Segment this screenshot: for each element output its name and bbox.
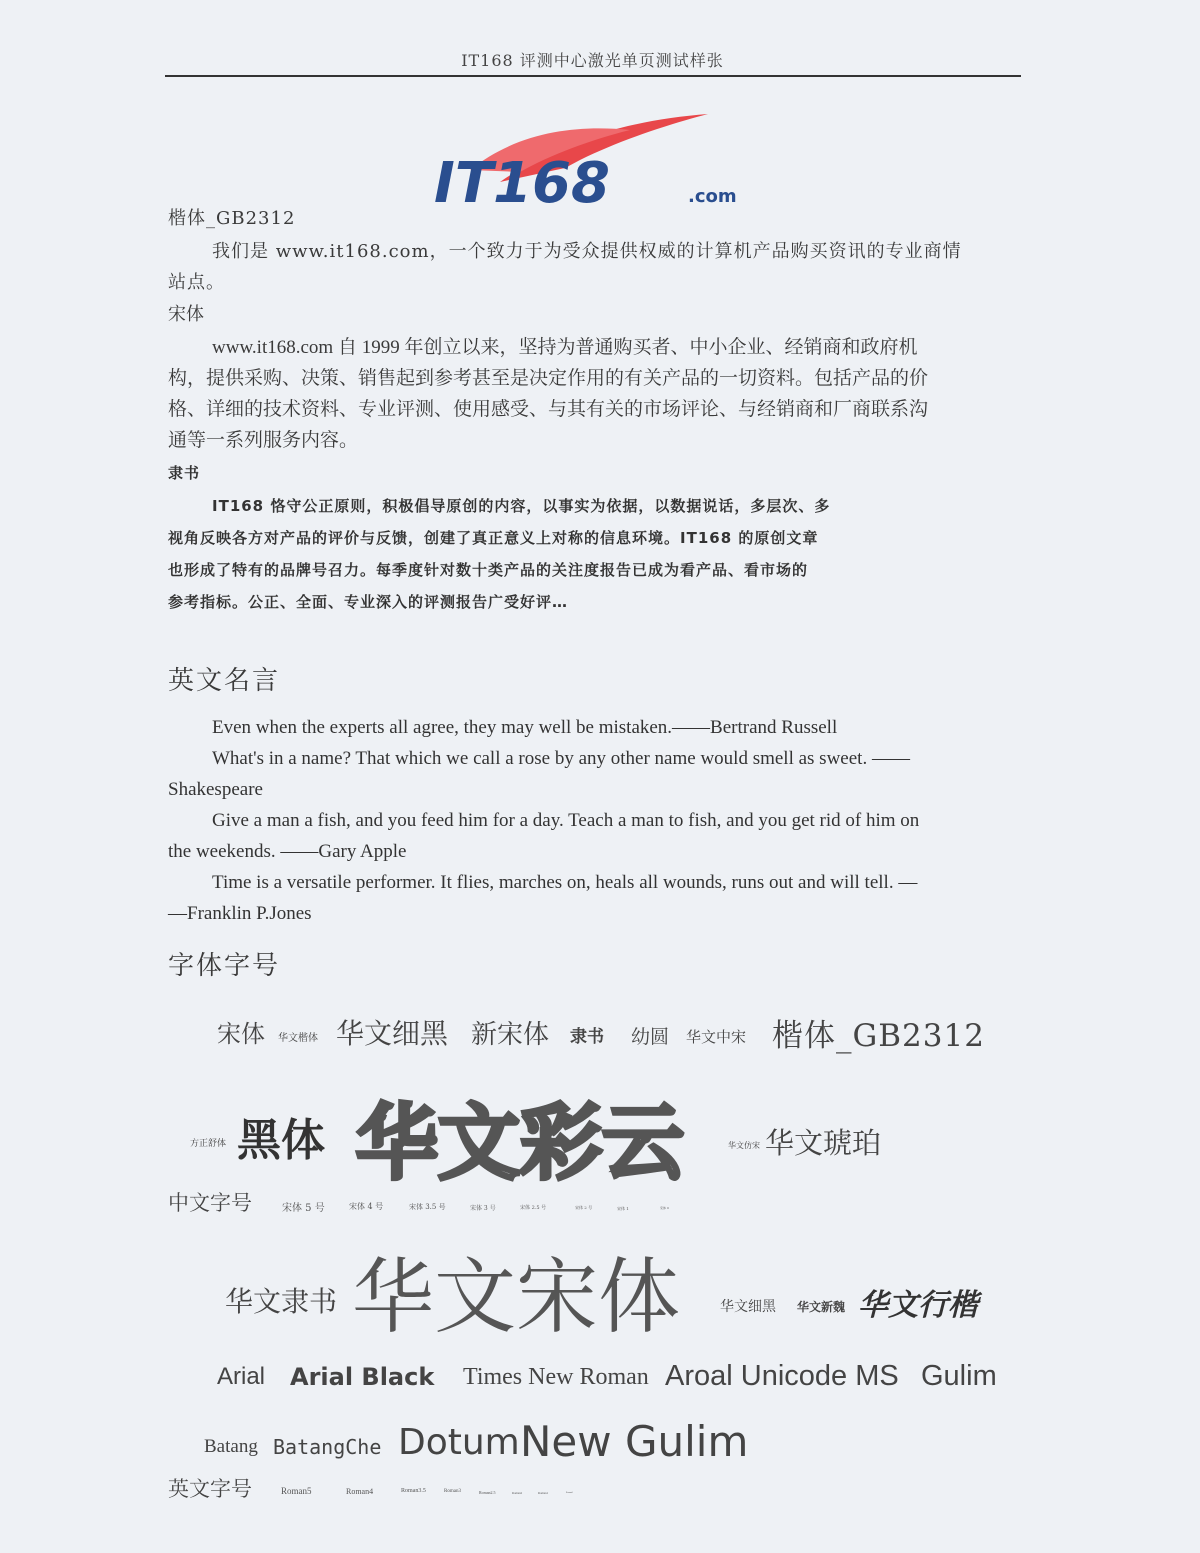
- font-sample-huawen-xihei-small: 华文细黑: [720, 1299, 776, 1315]
- cn-size-sample: 宋体 3.5 号: [409, 1203, 446, 1211]
- font-sample-huawen-xingkai: 华文行楷: [858, 1288, 978, 1323]
- lishu-line-3: 也形成了特有的品牌号召力。每季度针对数十类产品的关注度报告已成为看产品、看市场的: [168, 561, 809, 579]
- en-size-sample: Roman1: [538, 1491, 549, 1495]
- songti-line-4: 通等一系列服务内容。: [168, 430, 359, 451]
- cn-size-sample: 宋体 5 号: [282, 1203, 325, 1214]
- font-sample-huawen-kaiti: 华文楷体: [278, 1033, 318, 1044]
- font-sample-huawen-zhongsong: 华文中宋: [686, 1028, 747, 1046]
- lishu-line-1: IT168 恪守公正原则，积极倡导原创的内容，以事实为依据，以数据说话，多层次、多: [212, 497, 831, 515]
- it168-logo: [430, 110, 760, 210]
- quote-line-4: Give a man a fish, and you feed him for a day. Teach a man to fish, and you get rid of him on: [212, 810, 920, 831]
- logo-suffix: .com: [688, 186, 737, 207]
- cn-size-sample: 宋体 3 号: [470, 1205, 496, 1212]
- font-sample-heiti: 黑体: [237, 1115, 325, 1166]
- lishu-line-2: 视角反映各方对产品的评价与反馈，创建了真正意义上对称的信息环境。IT168 的原创文章: [168, 529, 819, 547]
- font-sample-batang: Batang: [204, 1436, 258, 1457]
- lishu-label: 隶书: [168, 464, 201, 482]
- font-sample-huawen-fangsong: 华文仿宋: [728, 1141, 760, 1150]
- songti-line-2: 构，提供采购、决策、销售起到参考甚至是决定作用的有关产品的一切资料。包括产品的价: [168, 368, 929, 389]
- cn-size-sample: 宋体 2 号: [575, 1205, 593, 1210]
- font-sample-dotum: Dotum: [398, 1422, 520, 1463]
- it168-logo-graphic: [430, 110, 760, 210]
- songti-line-1: www.it168.com 自 1999 年创立以来，坚持为普通购买者、中小企业、经销商和政府机: [212, 337, 918, 358]
- songti-paragraph: [168, 332, 1018, 456]
- en-size-sample: Roman3.5: [401, 1488, 426, 1494]
- en-size-sample: Roman5: [281, 1486, 312, 1496]
- font-sample-songti: 宋体: [217, 1020, 265, 1048]
- font-sample-xin-songti: 新宋体: [471, 1020, 550, 1050]
- cn-size-sample: 宋体 0: [660, 1206, 669, 1210]
- font-sample-gulim: Gulim: [921, 1360, 997, 1392]
- quote-line-6: Time is a versatile performer. It flies, marches on, heals all wounds, runs out and will tell. —: [212, 872, 918, 893]
- cn-sizes-label: 中文字号: [168, 1191, 252, 1215]
- font-sample-arial-black: Arial Black: [290, 1363, 435, 1391]
- font-sample-huawen-songti: 华文宋体: [352, 1250, 681, 1345]
- cn-size-sample: 宋体 4 号: [349, 1202, 384, 1211]
- font-sample-fangzheng-shuti: 方正舒体: [190, 1139, 227, 1149]
- en-size-sample: Roman3: [444, 1489, 461, 1494]
- en-size-sample: Roman2.5: [479, 1490, 496, 1495]
- font-sample-batangche: BatangChe: [273, 1435, 382, 1459]
- en-size-sample: Roman4: [346, 1487, 374, 1496]
- font-sample-youyuan: 幼圆: [631, 1026, 670, 1048]
- fonts-heading: 字体字号: [168, 951, 281, 981]
- lishu-paragraph: [168, 490, 1018, 618]
- font-sample-arial: Arial: [217, 1363, 266, 1390]
- en-size-sample: Roman2: [512, 1491, 523, 1495]
- en-sizes-label: 英文字号: [168, 1477, 252, 1501]
- font-sample-times-new-roman: Times New Roman: [463, 1364, 649, 1390]
- songti-line-3: 格、详细的技术资料、专业评测、使用感受、与其有关的市场评论、与经销商和厂商联系沟: [168, 399, 929, 420]
- font-sample-kaiti-gb2312: 楷体_GB2312: [772, 1018, 985, 1054]
- quote-line-7: —Franklin P.Jones: [168, 903, 312, 924]
- quote-line-1: Even when the experts all agree, they may well be mistaken.——Bertrand Russell: [212, 717, 838, 738]
- cn-size-sample: 宋体 1: [617, 1206, 629, 1211]
- cn-size-sample: 宋体 2.5 号: [520, 1205, 547, 1211]
- font-sample-huawen-hupo: 华文琥珀: [765, 1126, 882, 1160]
- font-sample-huawen-xihei: 华文细黑: [336, 1017, 449, 1050]
- header-divider: [165, 75, 1021, 77]
- font-sample-aroal-unicode: Aroal Unicode MS: [665, 1360, 899, 1392]
- page-header-title: IT168 评测中心激光单页测试样张: [461, 51, 724, 70]
- logo-text: IT168: [434, 151, 610, 210]
- en-size-sample: Roman0: [566, 1492, 573, 1494]
- quotes-block: [168, 712, 1018, 929]
- font-sample-huawen-caiyun: 华文彩云: [356, 1096, 685, 1191]
- quotes-heading: 英文名言: [168, 666, 281, 696]
- songti-label: 宋体: [168, 304, 204, 325]
- quote-line-3: Shakespeare: [168, 779, 263, 800]
- font-sample-huawen-xinwei: 华文新魏: [797, 1300, 846, 1314]
- quote-line-2: What's in a name? That which we call a rose by any other name would smell as sweet. ——: [212, 748, 910, 769]
- kaiti-label: 楷体_GB2312: [168, 208, 296, 229]
- kaiti-line-1: 我们是 www.it168.com，一个致力于为受众提供权威的计算机产品购买资讯的专业商情: [212, 241, 962, 262]
- font-sample-new-gulim: New Gulim: [520, 1417, 749, 1466]
- quote-line-5: the weekends. ——Gary Apple: [168, 841, 407, 862]
- kaiti-line-2: 站点。: [168, 272, 225, 293]
- font-sample-lishu: 隶书: [570, 1027, 604, 1047]
- kaiti-paragraph: [168, 236, 1018, 298]
- lishu-line-4: 参考指标。公正、全面、专业深入的评测报告广受好评…: [168, 593, 569, 611]
- font-sample-huawen-lishu: 华文隶书: [225, 1285, 338, 1318]
